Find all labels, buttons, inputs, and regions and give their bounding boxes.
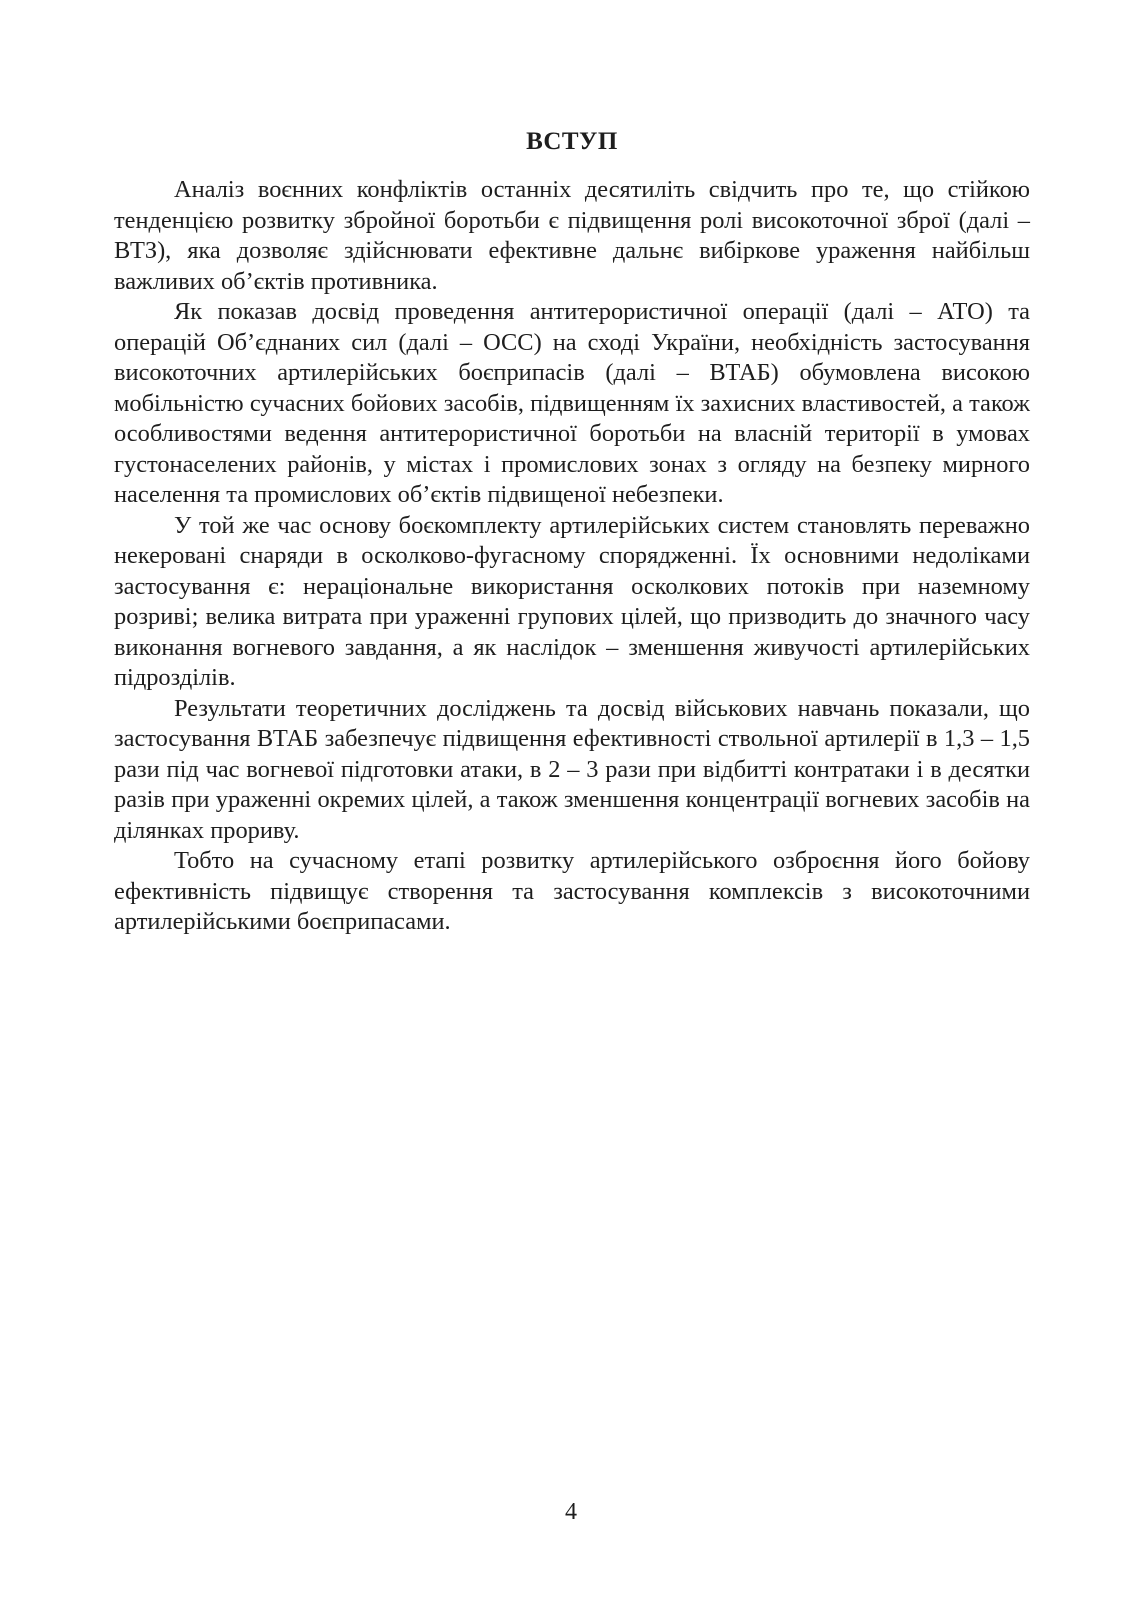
paragraph-3: У той же час основу боєкомплекту артилерійських систем становлять переважно некеровані снаряди в осколково-фугасному спорядженні. Їх основними недоліками застосування є: нераціональне використання осколкових потоків при наземному розриві; велика витрата при ураженні групових цілей, що призводить до значного часу виконання вогневого завдання, а як наслідок – зменшення живучості артилерійських підрозділів.: [114, 511, 1030, 691]
paragraph-2: Як показав досвід проведення антитерористичної операції (далі – АТО) та операцій Об’єднаних сил (далі – ОСС) на сході України, необхідність застосування високоточних артилерійських боєприпасів (далі – ВТАБ) обумовлена високою мобільністю сучасних бойових засобів, підвищенням їх захисних властивостей, а також особливостями ведення антитерористичної боротьби на власній території в умовах густонаселених районів, у містах і промислових зонах з огляду на безпеку мирного населення та промислових об’єктів підвищеної небезпеки.: [114, 298, 1030, 508]
paragraph-4: Результати теоретичних досліджень та досвід військових навчань показали, що застосування ВТАБ забезпечує підвищення ефективності ствольної артилерії в 1,3 – 1,5 рази під час вогневої підготовки атаки, в 2 – 3 рази при відбитті контратаки і в десятки разів при ураженні окремих цілей, а також зменшення концентрації вогневих засобів на ділянках прориву.: [114, 694, 1030, 844]
paragraph-5: Тобто на сучасному етапі розвитку артилерійського озброєння його бойову ефективність підвищує створення та застосування комплексів з високоточними артилерійськими боєприпасами.: [114, 847, 1030, 935]
page-number: 4: [565, 1499, 577, 1525]
paragraph-1: Аналіз воєнних конфліктів останніх десятиліть свідчить про те, що стійкою тенденцією розвитку збройної боротьби є підвищення ролі високоточної зброї (далі – ВТЗ), яка дозволяє здійснювати ефективне дальнє вибіркове ураження найбільш важливих об’єктів противника.: [114, 176, 1030, 295]
section-heading: ВСТУП: [526, 128, 618, 155]
page-content: [114, 126, 1030, 938]
